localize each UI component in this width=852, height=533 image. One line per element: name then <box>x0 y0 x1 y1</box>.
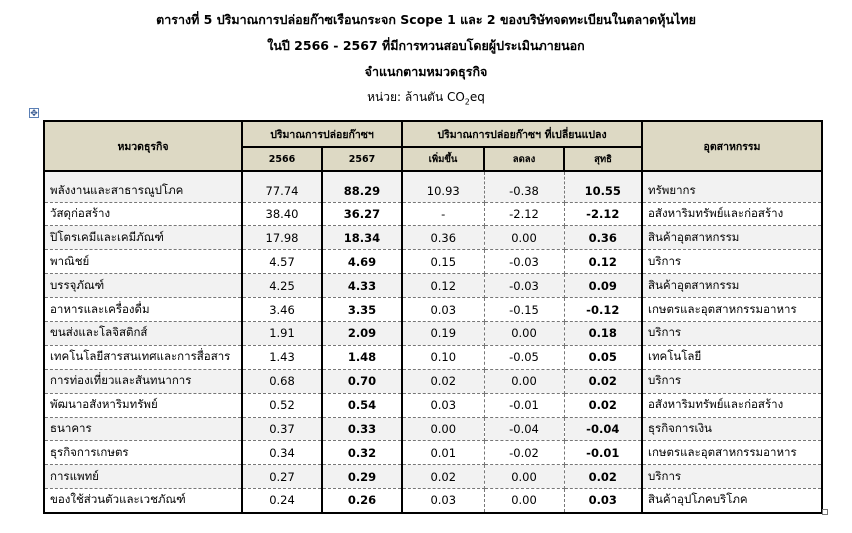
cell-industry: อสังหาริมทรัพย์และก่อสร้าง <box>642 202 822 226</box>
cell-y2567: 36.27 <box>322 202 402 226</box>
cell-net: 0.02 <box>564 393 642 417</box>
cell-y2566: 3.46 <box>242 298 322 322</box>
cell-sector: เทคโนโลยีสารสนเทศและการสื่อสาร <box>44 345 242 369</box>
cell-sector: วัสดุก่อสร้าง <box>44 202 242 226</box>
cell-y2567: 0.29 <box>322 465 402 489</box>
cell-sector: การแพทย์ <box>44 465 242 489</box>
table-title-line1: ตารางที่ 5 ปริมาณการปล่อยก๊าซเรือนกระจก Scope 1 และ 2 ของบริษัทจดทะเบียนในตลาดหุ้นไทย <box>156 12 696 27</box>
cell-y2567: 4.33 <box>322 274 402 298</box>
cell-industry: เกษตรและอุตสาหกรรมอาหาร <box>642 441 822 465</box>
cell-net: 0.05 <box>564 345 642 369</box>
cell-y2566: 4.57 <box>242 250 322 274</box>
title-block <box>0 10 852 110</box>
cell-dec: -0.02 <box>484 441 564 465</box>
cell-y2567: 0.33 <box>322 417 402 441</box>
cell-industry: บริการ <box>642 321 822 345</box>
table-row <box>44 226 822 250</box>
cell-dec: -0.04 <box>484 417 564 441</box>
cell-y2567: 3.35 <box>322 298 402 322</box>
table-row <box>44 274 822 298</box>
table-row <box>44 489 822 513</box>
cell-net: 10.55 <box>564 171 642 202</box>
cell-dec: 0.00 <box>484 489 564 513</box>
header-2566: 2566 <box>242 147 322 171</box>
cell-inc: 0.00 <box>402 417 484 441</box>
cell-industry: บริการ <box>642 369 822 393</box>
cell-industry: เทคโนโลยี <box>642 345 822 369</box>
cell-sector: พาณิชย์ <box>44 250 242 274</box>
cell-y2566: 0.37 <box>242 417 322 441</box>
table-move-handle-icon[interactable]: ✥ <box>30 109 38 119</box>
cell-y2566: 0.24 <box>242 489 322 513</box>
table-row <box>44 393 822 417</box>
cell-y2566: 1.91 <box>242 321 322 345</box>
cell-net: -0.01 <box>564 441 642 465</box>
cell-industry: บริการ <box>642 465 822 489</box>
cell-inc: 0.02 <box>402 465 484 489</box>
cell-industry: ธุรกิจการเงิน <box>642 417 822 441</box>
cell-net: 0.18 <box>564 321 642 345</box>
cell-sector: ธนาคาร <box>44 417 242 441</box>
cell-y2566: 0.68 <box>242 369 322 393</box>
header-increase: เพิ่มขึ้น <box>402 147 484 171</box>
cell-inc: 0.03 <box>402 489 484 513</box>
unit-label: หน่วย: ล้านตัน $CO_2eq$ <box>367 90 485 107</box>
cell-inc: 0.19 <box>402 321 484 345</box>
cell-industry: บริการ <box>642 250 822 274</box>
table-row <box>44 202 822 226</box>
table-row <box>44 441 822 465</box>
cell-y2566: 38.40 <box>242 202 322 226</box>
cell-y2567: 0.26 <box>322 489 402 513</box>
emissions-table <box>43 120 823 514</box>
cell-y2566: 17.98 <box>242 226 322 250</box>
cell-y2567: 0.70 <box>322 369 402 393</box>
cell-y2567: 4.69 <box>322 250 402 274</box>
cell-industry: สินค้าอุปโภคบริโภค <box>642 489 822 513</box>
cell-net: 0.03 <box>564 489 642 513</box>
cell-inc: 0.10 <box>402 345 484 369</box>
table-row <box>44 417 822 441</box>
header-emission: ปริมาณการปล่อยก๊าซฯ <box>242 121 402 147</box>
cell-y2566: 77.74 <box>242 171 322 202</box>
table-body <box>44 171 822 513</box>
cell-industry: เกษตรและอุตสาหกรรมอาหาร <box>642 298 822 322</box>
cell-inc: 10.93 <box>402 171 484 202</box>
cell-y2567: 88.29 <box>322 171 402 202</box>
cell-dec: 0.00 <box>484 369 564 393</box>
cell-inc: 0.02 <box>402 369 484 393</box>
cell-dec: -0.38 <box>484 171 564 202</box>
cell-industry: สินค้าอุตสาหกรรม <box>642 274 822 298</box>
cell-net: 0.02 <box>564 369 642 393</box>
cell-y2567: 1.48 <box>322 345 402 369</box>
cell-dec: -0.01 <box>484 393 564 417</box>
cell-industry: อสังหาริมทรัพย์และก่อสร้าง <box>642 393 822 417</box>
table-row <box>44 321 822 345</box>
header-sector: หมวดธุรกิจ <box>44 121 242 171</box>
cell-y2567: 18.34 <box>322 226 402 250</box>
cell-y2566: 0.52 <box>242 393 322 417</box>
cell-inc: - <box>402 202 484 226</box>
cell-sector: บรรจุภัณฑ์ <box>44 274 242 298</box>
cell-dec: 0.00 <box>484 226 564 250</box>
cell-net: 0.36 <box>564 226 642 250</box>
cell-inc: 0.03 <box>402 393 484 417</box>
cell-net: -2.12 <box>564 202 642 226</box>
header-decrease: ลดลง <box>484 147 564 171</box>
cell-y2567: 0.54 <box>322 393 402 417</box>
cell-y2566: 4.25 <box>242 274 322 298</box>
cell-y2566: 0.34 <box>242 441 322 465</box>
header-change: ปริมาณการปล่อยก๊าซฯ ที่เปลี่ยนแปลง <box>402 121 642 147</box>
table-title-line3: จำแนกตามหมวดธุรกิจ <box>364 64 488 79</box>
cell-dec: 0.00 <box>484 465 564 489</box>
table-row <box>44 369 822 393</box>
cell-dec: 0.00 <box>484 321 564 345</box>
table-resize-handle[interactable] <box>822 509 828 515</box>
cell-dec: -0.03 <box>484 250 564 274</box>
cell-sector: การท่องเที่ยวและสันทนาการ <box>44 369 242 393</box>
cell-dec: -0.03 <box>484 274 564 298</box>
cell-inc: 0.01 <box>402 441 484 465</box>
cell-inc: 0.12 <box>402 274 484 298</box>
cell-sector: อาหารและเครื่องดื่ม <box>44 298 242 322</box>
cell-sector: ปิโตรเคมีและเคมีภัณฑ์ <box>44 226 242 250</box>
header-2567: 2567 <box>322 147 402 171</box>
table-row <box>44 465 822 489</box>
cell-y2566: 0.27 <box>242 465 322 489</box>
cell-dec: -0.15 <box>484 298 564 322</box>
table-row <box>44 298 822 322</box>
cell-inc: 0.15 <box>402 250 484 274</box>
header-industry: อุตสาหกรรม <box>642 121 822 171</box>
header-net: สุทธิ <box>564 147 642 171</box>
cell-net: -0.12 <box>564 298 642 322</box>
cell-y2567: 2.09 <box>322 321 402 345</box>
cell-net: 0.02 <box>564 465 642 489</box>
table-title-line2: ในปี 2566 - 2567 ที่มีการทวนสอบโดยผู้ประเมินภายนอก <box>267 38 585 53</box>
cell-industry: สินค้าอุตสาหกรรม <box>642 226 822 250</box>
cell-net: 0.09 <box>564 274 642 298</box>
table-row <box>44 250 822 274</box>
cell-inc: 0.03 <box>402 298 484 322</box>
cell-sector: ของใช้ส่วนตัวและเวชภัณฑ์ <box>44 489 242 513</box>
cell-y2567: 0.32 <box>322 441 402 465</box>
table-row <box>44 345 822 369</box>
cell-net: -0.04 <box>564 417 642 441</box>
cell-sector: พลังงานและสาธารณูปโภค <box>44 171 242 202</box>
cell-sector: พัฒนาอสังหาริมทรัพย์ <box>44 393 242 417</box>
cell-dec: -0.05 <box>484 345 564 369</box>
cell-inc: 0.36 <box>402 226 484 250</box>
cell-y2566: 1.43 <box>242 345 322 369</box>
cell-sector: ขนส่งและโลจิสติกส์ <box>44 321 242 345</box>
cell-sector: ธุรกิจการเกษตร <box>44 441 242 465</box>
table-row <box>44 171 822 202</box>
cell-industry: ทรัพยากร <box>642 171 822 202</box>
cell-net: 0.12 <box>564 250 642 274</box>
cell-dec: -2.12 <box>484 202 564 226</box>
